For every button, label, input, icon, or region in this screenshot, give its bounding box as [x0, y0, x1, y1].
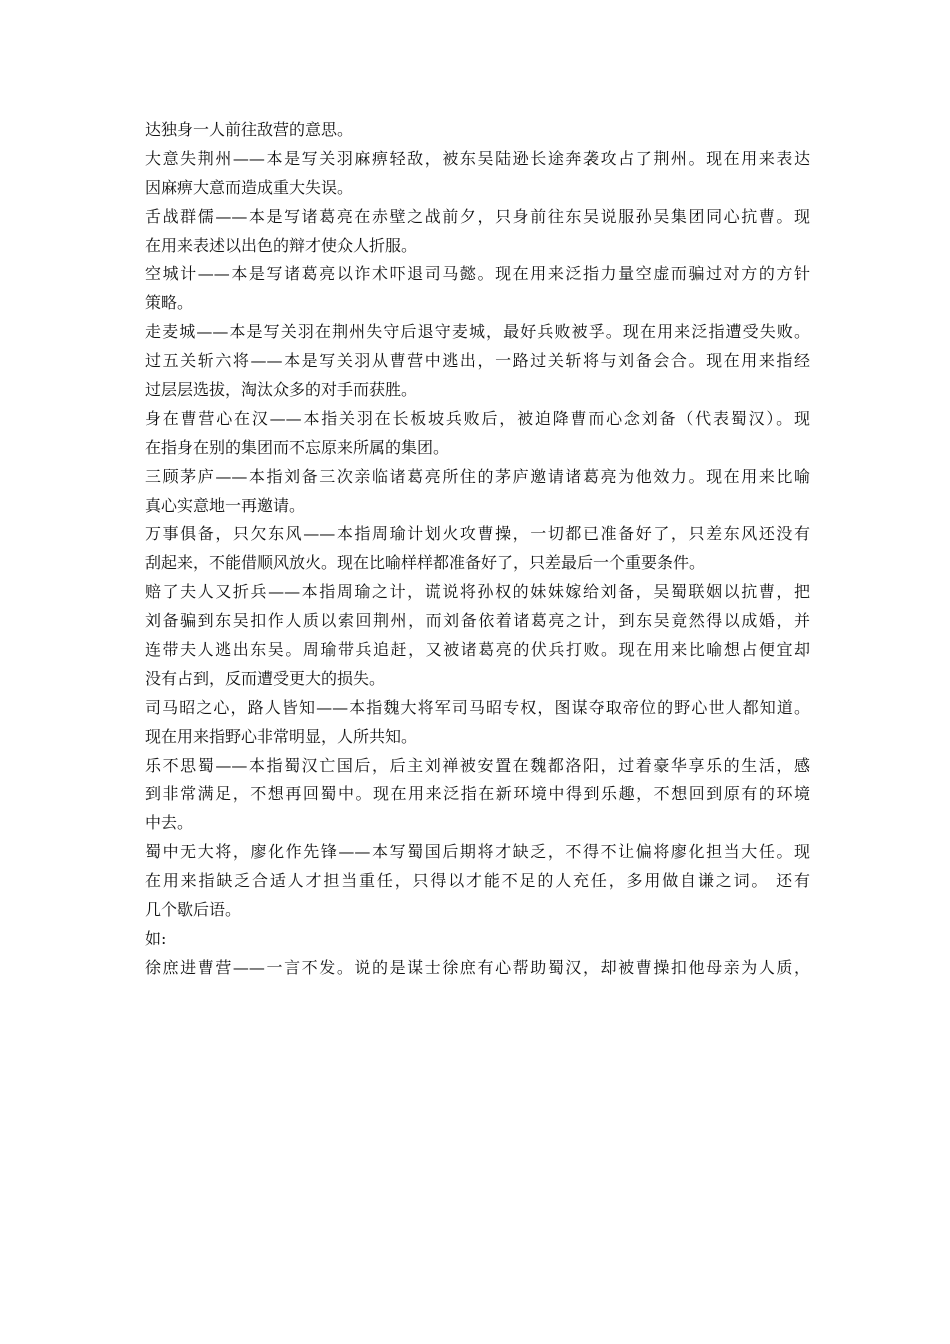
text-line: 蜀中无大将，廖化作先锋——本写蜀国后期将才缺乏，不得不让偏将廖化担当大任。现 [145, 842, 810, 862]
text-line: 如: [145, 928, 167, 948]
text-line: 几个歇后语。 [145, 900, 242, 920]
text-line: 赔了夫人又折兵——本指周瑜之计，谎说将孙权的妹妹嫁给刘备，吴蜀联姻以抗曹，把 [145, 582, 810, 602]
text-line: 中去。 [145, 813, 194, 833]
text-line: 过层层选拔，淘汰众多的对手而获胜。 [145, 380, 418, 400]
text-line: 刮起来，不能借顺风放火。现在比喻样样都准备好了，只差最后一个重要条件。 [145, 553, 706, 573]
document-page [145, 116, 810, 983]
text-line: 徐庶进曹营——一言不发。说的是谋士徐庶有心帮助蜀汉，却被曹操扣他母亲为人质， [145, 957, 810, 977]
text-line: 乐不思蜀——本指蜀汉亡国后，后主刘禅被安置在魏都洛阳，过着豪华享乐的生活，感 [145, 755, 810, 775]
text-line: 过五关斩六将——本是写关羽从曹营中逃出，一路过关斩将与刘备会合。现在用来指经 [145, 351, 810, 371]
text-line: 刘备骗到东吴扣作人质以索回荆州，而刘备依着诸葛亮之计，到东吴竟然得以成婚，并 [145, 611, 810, 631]
text-line: 万事俱备，只欠东风——本指周瑜计划火攻曹操，一切都已准备好了，只差东风还没有 [145, 524, 810, 544]
text-line: 三顾茅庐——本指刘备三次亲临诸葛亮所住的茅庐邀请诸葛亮为他效力。现在用来比喻 [145, 466, 810, 486]
text-line: 司马昭之心，路人皆知——本指魏大将军司马昭专权，图谋夺取帝位的野心世人都知道。 [145, 697, 810, 717]
text-line: 舌战群儒——本是写诸葛亮在赤壁之战前夕，只身前往东吴说服孙吴集团同心抗曹。现 [145, 206, 810, 226]
text-line: 在指身在别的集团而不忘原来所属的集团。 [145, 437, 450, 457]
text-line: 因麻痹大意而造成重大失误。 [145, 177, 354, 197]
text-line: 在用来指缺乏合适人才担当重任，只得以才能不足的人充任，多用做自谦之词。 还有 [145, 871, 810, 891]
text-line: 走麦城——本是写关羽在荆州失守后退守麦城，最好兵败被孚。现在用来泛指遭受失败。 [145, 322, 810, 342]
text-line: 空城计——本是写诸葛亮以诈术吓退司马懿。现在用来泛指力量空虚而骗过对方的方针 [145, 264, 810, 284]
text-line: 大意失荆州——本是写关羽麻痹轻敌，被东吴陆逊长途奔袭攻占了荆州。现在用来表达 [145, 148, 810, 168]
text-line: 连带夫人逃出东吴。周瑜带兵追赶，又被诸葛亮的伏兵打败。现在用来比喻想占便宜却 [145, 640, 810, 660]
text-line: 身在曹营心在汉——本指关羽在长板坡兵败后，被迫降曹而心念刘备（代表蜀汉）。现 [145, 408, 810, 428]
text-line: 现在用来指野心非常明显，人所共知。 [145, 726, 418, 746]
text-line: 没有占到，反而遭受更大的损失。 [145, 668, 386, 688]
text-line: 达独身一人前往敌营的意思。 [145, 120, 354, 139]
text-line: 真心实意地一再邀请。 [145, 495, 306, 515]
text-line: 策略。 [145, 293, 194, 313]
text-line: 到非常满足，不想再回蜀中。现在用来泛指在新环境中得到乐趣，不想回到原有的环境 [145, 784, 810, 804]
text-line: 在用来表述以出色的辩才使众人折服。 [145, 235, 418, 255]
